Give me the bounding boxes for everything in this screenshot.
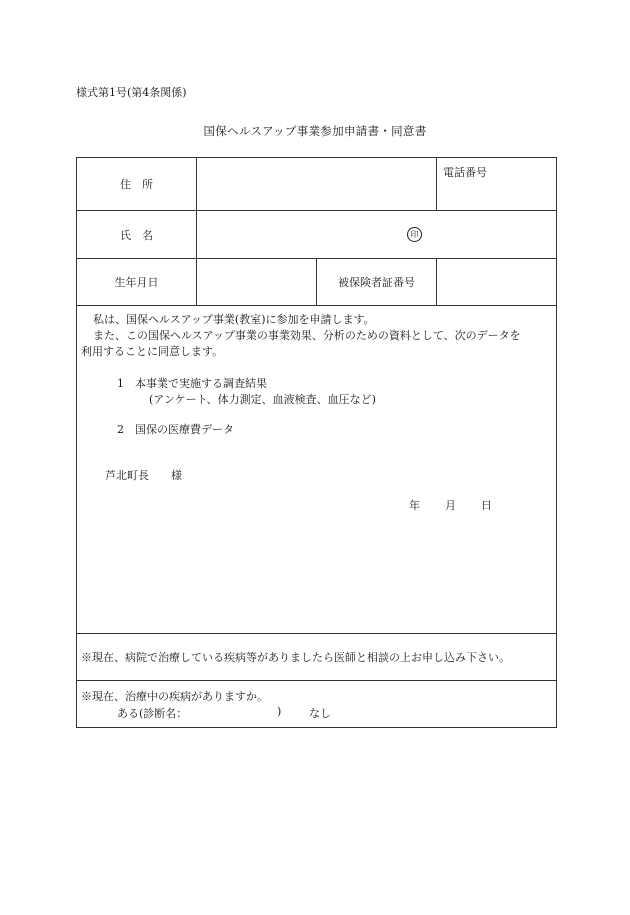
address-row: [77, 158, 557, 211]
date-day: 日: [481, 499, 492, 512]
date-year: 年: [409, 499, 420, 512]
answer-close-paren: ): [277, 705, 282, 718]
consent-item-1-detail: (アンケート、体力測定、血液検査、血圧など): [149, 393, 376, 406]
treatment-note-row: [77, 634, 557, 681]
treatment-question: [77, 681, 557, 728]
question-row: [77, 681, 557, 728]
question-text: ※現在、治療中の疾病がありますか。: [81, 690, 268, 703]
address-label: 住 所: [77, 158, 197, 211]
insured-number-label: 被保険者証番号: [317, 259, 437, 306]
phone-field[interactable]: [437, 158, 557, 211]
application-form-table: [76, 157, 557, 728]
answer-yes-option[interactable]: ある(診断名：: [117, 707, 188, 720]
statement-row: [77, 306, 557, 634]
document-title: 国保ヘルスアップ事業参加申請書・同意書: [203, 124, 427, 138]
statement-line-2b: 利用することに同意します。: [81, 345, 224, 358]
statement-line-2a: また、この国保ヘルスアップ事業の事業効果、分析のための資料として、次のデータを: [93, 329, 521, 342]
name-field[interactable]: [197, 211, 557, 259]
statement-line-1: 私は、国保ヘルスアップ事業(教室)に参加を申請します。: [93, 313, 375, 326]
addressee: 芦北町長 様: [105, 469, 182, 482]
answer-no-option[interactable]: なし: [309, 707, 331, 720]
form-number: 様式第1号(第4条関係): [76, 86, 187, 99]
consent-statement: [77, 306, 557, 634]
consent-item-1: 1 本事業で実施する調査結果: [117, 377, 267, 390]
seal-icon: 印: [407, 227, 422, 242]
birthdate-field[interactable]: [197, 259, 317, 306]
birth-insurance-row: [77, 259, 557, 306]
name-label: 氏 名: [77, 211, 197, 259]
insured-number-field[interactable]: [437, 259, 557, 306]
consent-item-2: 2 国保の医療費データ: [117, 423, 234, 436]
phone-label: 電話番号: [443, 166, 487, 179]
date-month: 月: [445, 499, 456, 512]
name-row: [77, 211, 557, 259]
birthdate-label: 生年月日: [77, 259, 197, 306]
treatment-note: ※現在、病院で治療している疾病等がありましたら医師と相談の上お申し込み下さい。: [77, 634, 557, 681]
address-field[interactable]: [197, 158, 437, 211]
